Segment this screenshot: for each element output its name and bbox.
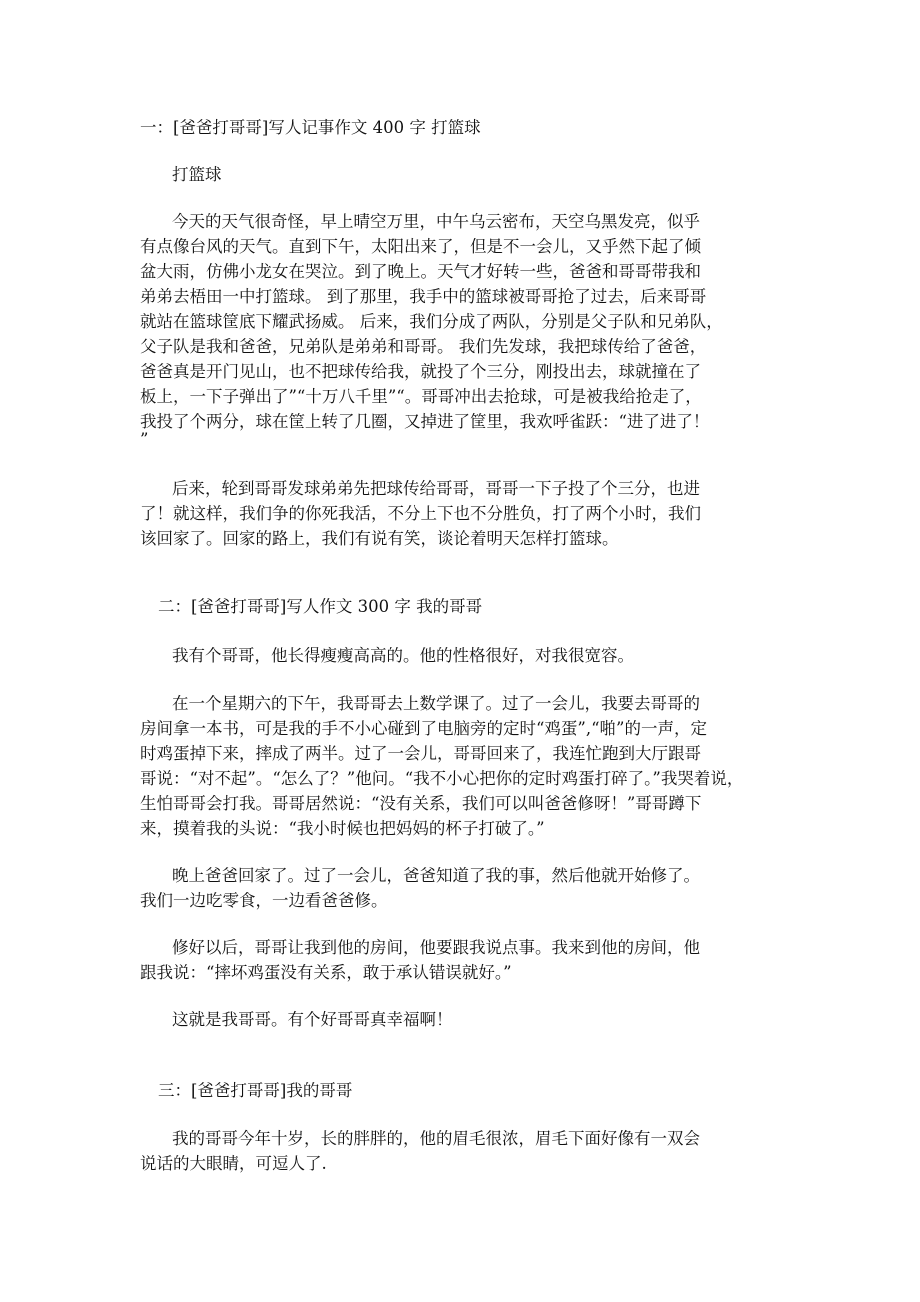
section-3-heading: 三：[爸爸打哥哥]我的哥哥 — [158, 1081, 353, 1100]
paragraph-line: 我们一边吃零食，一边看爸爸修。 — [140, 891, 388, 910]
paragraph-line: 爸爸真是开门见山，也不把球传给我，就投了个三分，刚投出去，球就撞在了 — [140, 362, 701, 381]
paragraph-line: 就站在篮球筐底下耀武扬威。 后来，我们分成了两队，分别是父子队和兄弟队， — [140, 312, 723, 331]
paragraph-line: 后来，轮到哥哥发球弟弟先把球传给哥哥，哥哥一下子投了个三分，也进 — [172, 479, 700, 498]
section-2-heading: 二：[爸爸打哥哥]写人作文 300 字 我的哥哥 — [158, 597, 483, 616]
paragraph-line: 生怕哥哥会打我。哥哥居然说：“没有关系，我们可以叫爸爸修呀！”哥哥蹲下 — [140, 794, 702, 813]
paragraph-line: 我的哥哥今年十岁，长的胖胖的，他的眉毛很浓，眉毛下面好像有一双会 — [172, 1129, 700, 1148]
paragraph-line: 说话的大眼睛，可逗人了. — [140, 1154, 327, 1173]
paragraph-line: 跟我说：“摔坏鸡蛋没有关系，敢于承认错误就好。” — [140, 963, 512, 982]
section-1-title: 打篮球 — [172, 165, 222, 184]
paragraph-line: 时鸡蛋掉下来，摔成了两半。过了一会儿，哥哥回来了，我连忙跑到大厅跟哥 — [140, 744, 701, 763]
paragraph-line: 修好以后，哥哥让我到他的房间，他要跟我说点事。我来到他的房间，他 — [172, 938, 700, 957]
paragraph-line: 这就是我哥哥。有个好哥哥真幸福啊！ — [172, 1010, 453, 1029]
paragraph-line: 弟弟去梧田一中打篮球。 到了那里，我手中的篮球被哥哥抢了过去，后来哥哥 — [140, 287, 707, 306]
paragraph-line: 了！就这样，我们争的你死我活，不分上下也不分胜负，打了两个小时，我们 — [140, 504, 701, 523]
paragraph-line: 哥说：“对不起”。“怎么了？”他问。“我不小心把你的定时鸡蛋打碎了。”我哭着说， — [140, 769, 744, 788]
paragraph-line: 有点像台风的天气。直到下午，太阳出来了，但是不一会儿，又乎然下起了倾 — [140, 237, 701, 256]
paragraph-line: 盆大雨，仿佛小龙女在哭泣。到了晚上。天气才好转一些，爸爸和哥哥带我和 — [140, 262, 701, 281]
paragraph-line: 晚上爸爸回家了。过了一会儿，爸爸知道了我的事，然后他就开始修了。 — [172, 866, 700, 885]
paragraph-line: 在一个星期六的下午，我哥哥去上数学课了。过了一会儿，我要去哥哥的 — [172, 694, 700, 713]
paragraph-line: 来，摸着我的头说：“我小时候也把妈妈的杯子打破了。” — [140, 819, 545, 838]
paragraph-line: 该回家了。回家的路上，我们有说有笑，谈论着明天怎样打篮球。 — [140, 529, 619, 548]
paragraph-line: 我投了个两分，球在筐上转了几圈，又掉进了筐里，我欢呼雀跃：“进了进了！ — [140, 412, 710, 431]
paragraph-line: ” — [140, 430, 149, 449]
paragraph-line: 今天的天气很奇怪，早上晴空万里，中午乌云密布，天空乌黑发亮，似乎 — [172, 212, 700, 231]
paragraph-line: 我有个哥哥，他长得瘦瘦高高的。他的性格很好，对我很宽容。 — [172, 646, 634, 665]
section-1-heading: 一：[爸爸打哥哥]写人记事作文 400 字 打篮球 — [140, 118, 481, 137]
paragraph-line: 父子队是我和爸爸，兄弟队是弟弟和哥哥。 我们先发球，我把球传给了爸爸， — [140, 337, 707, 356]
paragraph-line: 房间拿一本书，可是我的手不小心碰到了电脑旁的定时“鸡蛋”,“啪”的一声，定 — [140, 719, 707, 738]
paragraph-line: 板上，一下子弹出了”“十万八千里”“。哥哥冲出去抢球，可是被我给抢走了， — [140, 387, 702, 406]
